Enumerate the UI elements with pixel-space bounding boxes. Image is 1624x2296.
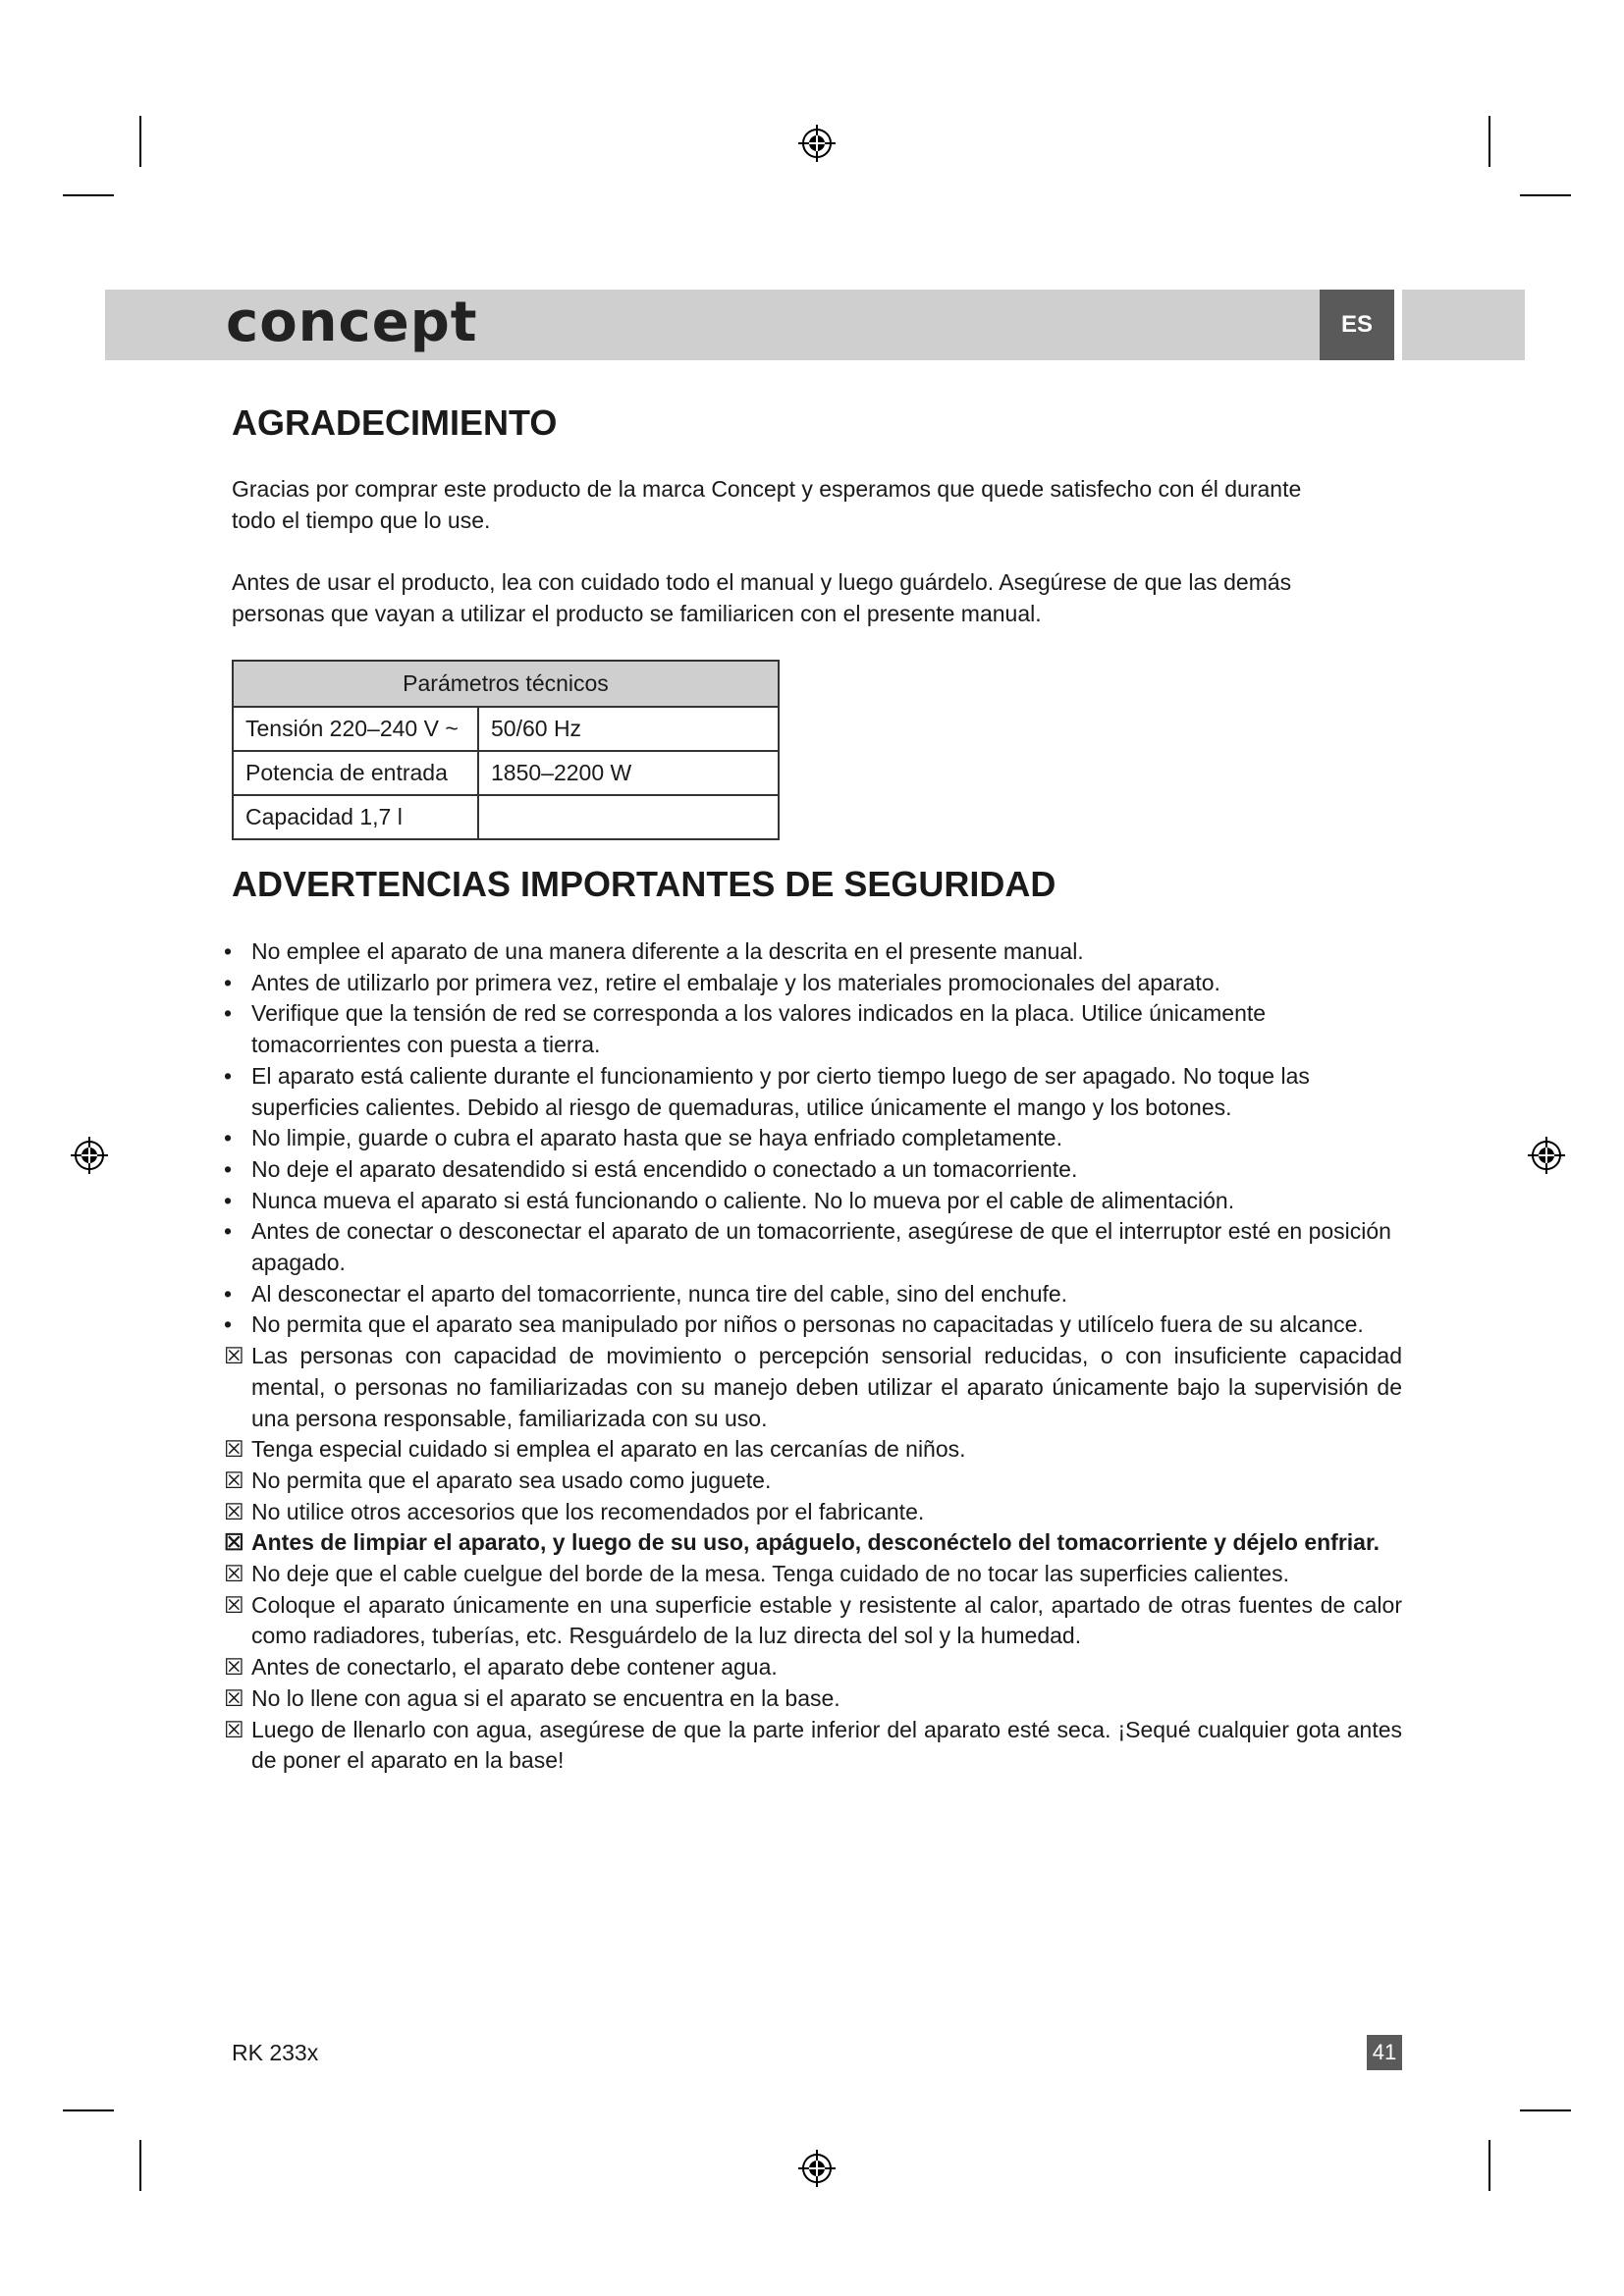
thanks-p2-line2: personas que vayan a utilizar el producto se familiaricen con el presente manual. (232, 601, 1042, 626)
param-value: 1850–2200 W (478, 751, 779, 795)
param-value (478, 795, 779, 839)
thanks-p1-line1: Gracias por comprar este producto de la marca Concept y esperamos que quede satisfecho con él durante (232, 476, 1302, 502)
table-row (233, 707, 779, 751)
thanks-paragraph-2 (232, 566, 1400, 629)
param-label: Tensión 220–240 V ~ (233, 707, 478, 751)
list-item: ☒ No deje que el cable cuelgue del borde de la mesa. Tenga cuidado de no tocar las superficies calientes. (224, 1561, 1289, 1587)
list-item: ☒ Coloque el aparato únicamente en una superficie estable y resistente al calor, apartado de otras fuentes de calor como radiadores, tuberías, etc. Resguárdelo de la luz directa del sol y la humedad. (224, 1591, 1402, 1649)
page-number: 41 (1367, 2035, 1402, 2070)
list-item: ☒ No utilice otros accesorios que los recomendados por el fabricante. (224, 1498, 925, 1524)
crop-mark (1489, 2140, 1490, 2191)
safety-warnings-list (224, 936, 1402, 1777)
list-item: • Antes de utilizarlo por primera vez, retire el embalaje y los materiales promocionales del aparato. (224, 969, 1220, 995)
list-item: • El aparato está caliente durante el funcionamiento y por cierto tiempo luego de ser apagado. No toque las superficies calientes. Debido al riesgo de quemaduras, utilice únicamente el mango y los botones. (224, 1062, 1310, 1120)
list-item: • No deje el aparato desatendido si está encendido o conectado a un tomacorriente. (224, 1155, 1078, 1182)
list-item: • No emplee el aparato de una manera diferente a la descrita en el presente manual. (224, 938, 1084, 964)
registration-mark-icon (796, 123, 838, 164)
list-item: • Antes de conectar o desconectar el aparato de un tomacorriente, asegúrese de que el interruptor esté en posición apagado. (224, 1218, 1391, 1276)
crop-mark (139, 116, 141, 167)
param-value: 50/60 Hz (478, 707, 779, 751)
section-title-safety: ADVERTENCIAS IMPORTANTES DE SEGURIDAD (232, 864, 1056, 904)
list-item: ☒ No permita que el aparato sea usado como juguete. (224, 1467, 772, 1493)
table-row (233, 795, 779, 839)
thanks-paragraph-1 (232, 473, 1400, 536)
section-title-thanks: AGRADECIMIENTO (232, 402, 558, 443)
language-badge: ES (1320, 290, 1394, 360)
list-item: ☒ Tenga especial cuidado si emplea el aparato en las cercanías de niños. (224, 1436, 966, 1463)
list-item: ☒ Antes de limpiar el aparato, y luego de su uso, apáguelo, desconéctelo del tomacorriente y déjelo enfriar. (224, 1529, 1380, 1556)
crop-mark (63, 2109, 114, 2111)
table-row (233, 751, 779, 795)
technical-parameters-table (232, 660, 780, 840)
param-label: Potencia de entrada (233, 751, 478, 795)
crop-mark (63, 194, 114, 196)
list-item: ☒ Antes de conectarlo, el aparato debe contener agua. (224, 1654, 778, 1681)
list-item: ☒ Luego de llenarlo con agua, asegúrese de que la parte inferior del aparato esté seca. ¡Sequé cualquier gota antes de poner el aparato en la base! (224, 1716, 1402, 1774)
list-item: • No limpie, guarde o cubra el aparato hasta que se haya enfriado completamente. (224, 1125, 1062, 1151)
brand-logo: concept (226, 291, 478, 354)
table-header-row (233, 661, 779, 707)
table-header: Parámetros técnicos (233, 661, 779, 707)
list-item: • Al desconectar el aparto del tomacorriente, nunca tire del cable, sino del enchufe. (224, 1280, 1068, 1307)
crop-mark (1489, 116, 1490, 167)
registration-mark-icon (69, 1135, 110, 1176)
model-number: RK 233x (232, 2040, 319, 2065)
header-divider (1394, 290, 1402, 360)
list-item: ☒ No lo llene con agua si el aparato se encuentra en la base. (224, 1684, 840, 1711)
list-item: • No permita que el aparato sea manipulado por niños o personas no capacitadas y utilícelo fuera de su alcance. (224, 1311, 1364, 1338)
registration-mark-icon (796, 2148, 838, 2189)
crop-mark (1520, 194, 1571, 196)
crop-mark (139, 2140, 141, 2191)
crop-mark (1520, 2109, 1571, 2111)
param-label: Capacidad 1,7 l (233, 795, 478, 839)
thanks-p1-line2: todo el tiempo que lo use. (232, 507, 491, 533)
thanks-p2-line1: Antes de usar el producto, lea con cuidado todo el manual y luego guárdelo. Asegúrese de que las demás (232, 569, 1292, 595)
list-item: • Nunca mueva el aparato si está funcionando o caliente. No lo mueva por el cable de alimentación. (224, 1187, 1235, 1213)
list-item: ☒ Las personas con capacidad de movimiento o percepción sensorial reducidas, o con insuficiente capacidad mental, o personas no familiarizadas con su manejo deben utilizar el aparato únicamente bajo la supervisión de una persona responsable, familiarizada con su uso. (224, 1343, 1402, 1431)
list-item: • Verifique que la tensión de red se corresponda a los valores indicados en la placa. Utilice únicamente tomacorrientes con puesta a tierra. (224, 1000, 1267, 1058)
registration-mark-icon (1526, 1135, 1567, 1176)
